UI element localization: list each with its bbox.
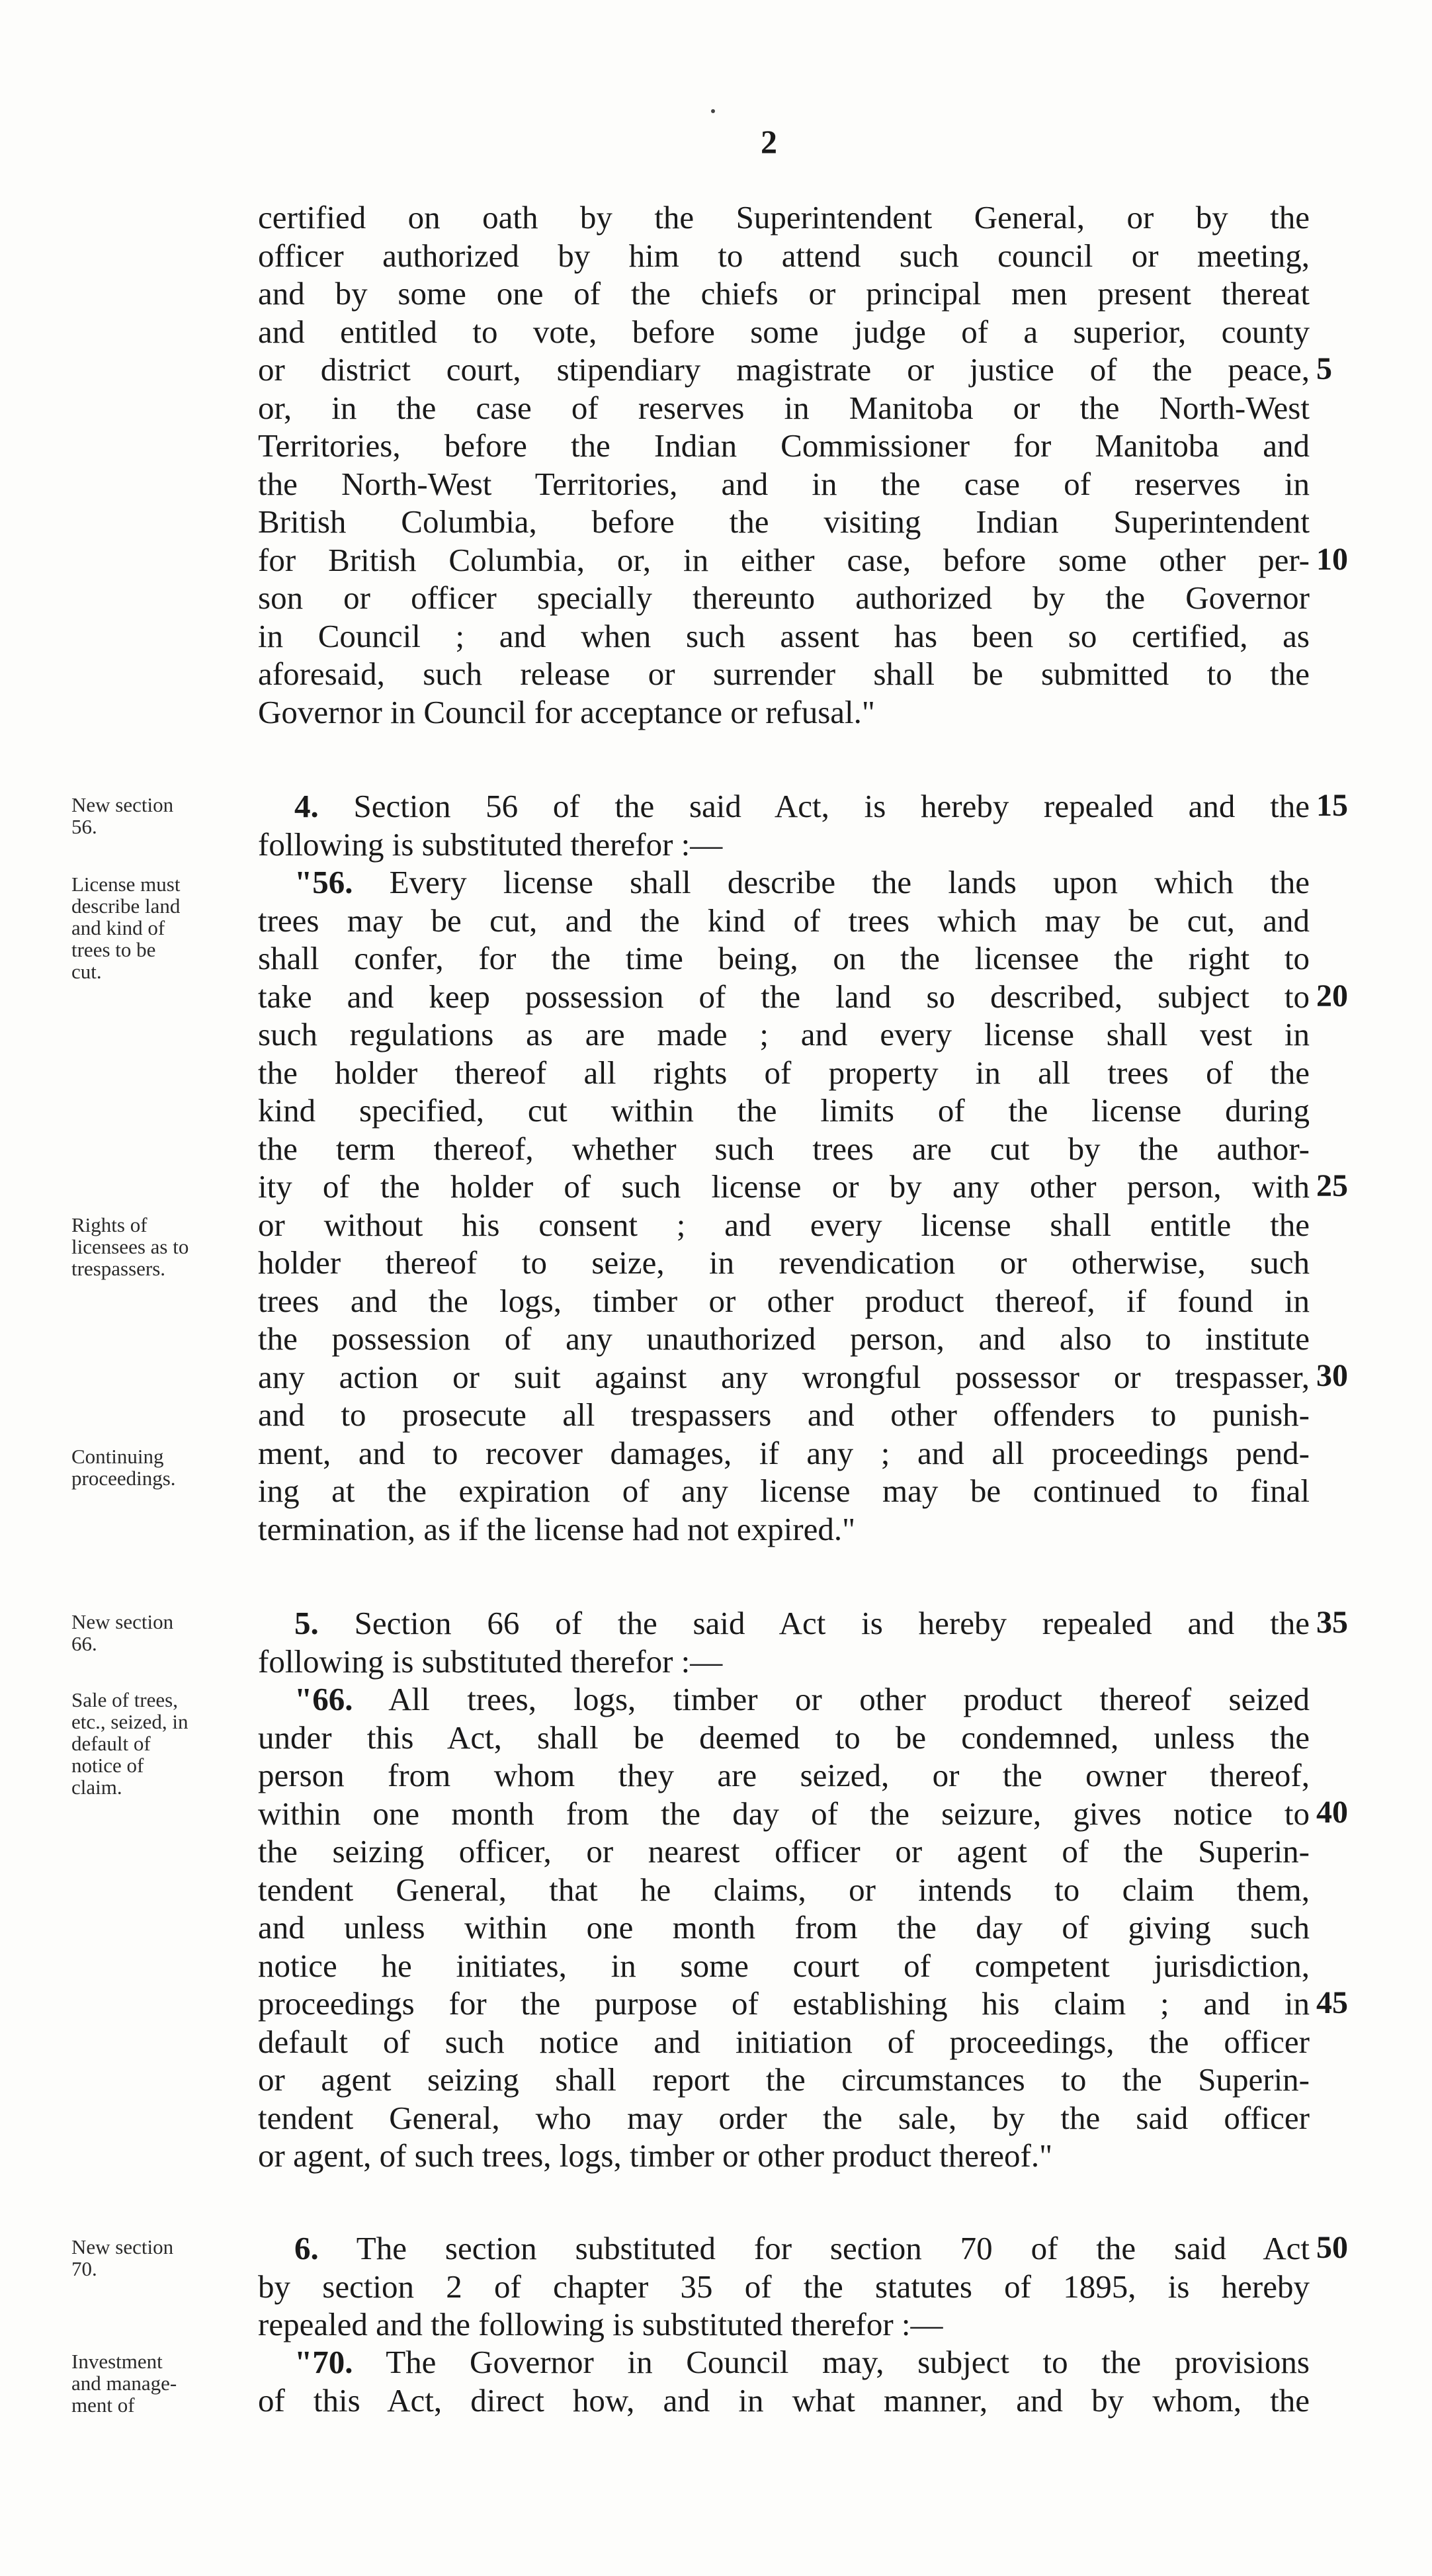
text-line: and unless within one month from the day of giving such	[258, 1909, 1310, 1946]
section-number: 6.	[294, 2230, 319, 2266]
margin-note-line: License must	[71, 873, 181, 896]
margin-note-continuing-proceedings	[71, 1445, 237, 1489]
page-number: 2	[761, 123, 777, 160]
line-number: 45	[1316, 1985, 1348, 2020]
margin-note-line: cut.	[71, 960, 102, 983]
text-line: trees may be cut, and the kind of trees which may be cut, and	[258, 902, 1310, 939]
margin-note-rights-of-licensees	[71, 1214, 237, 1279]
line-number: 50	[1316, 2230, 1348, 2265]
text-line: default of such notice and initiation of proceedings, the officer	[258, 2023, 1310, 2060]
text-line	[258, 863, 1310, 902]
margin-note-line: trespassers.	[71, 1257, 166, 1280]
text-line: person from whom they are seized, or the owner thereof,	[258, 1757, 1310, 1793]
text-line: notice he initiates, in some court of competent jurisdiction,	[258, 1947, 1310, 1984]
text-span: Section 66 of the said Act is hereby repealed and the	[318, 1605, 1310, 1641]
margin-note-license-must	[71, 873, 237, 982]
margin-note-sale-of-trees	[71, 1689, 237, 1798]
text-line: under this Act, shall be deemed to be condemned, unless the	[258, 1719, 1310, 1756]
paragraph-continuation	[258, 198, 1310, 731]
text-line: termination, as if the license had not expired."	[258, 1510, 856, 1547]
text-line	[258, 2343, 1310, 2382]
margin-note-line: notice of	[71, 1754, 144, 1777]
text-line: or agent seizing shall report the circumstances to the Superin-	[258, 2061, 1310, 2098]
text-span: Section 56 of the said Act, is hereby repealed and the	[318, 788, 1310, 824]
margin-note-line: ment of	[71, 2393, 135, 2417]
text-line	[258, 1604, 1310, 1643]
text-line: Governor in Council for acceptance or refusal."	[258, 693, 875, 730]
text-line: the possession of any unauthorized person, and also to institute	[258, 1320, 1310, 1357]
text-line: the holder thereof all rights of property in all trees of the	[258, 1054, 1310, 1091]
text-line: British Columbia, before the visiting Indian Superintendent	[258, 503, 1310, 540]
text-line: kind specified, cut within the limits of the license during	[258, 1092, 1310, 1129]
margin-note-line: 66.	[71, 1632, 97, 1655]
margin-note-new-section-70	[71, 2236, 237, 2280]
margin-note-line: claim.	[71, 1776, 122, 1799]
section-6	[258, 2229, 1310, 2344]
text-line: in Council ; and when such assent has been so certified, as	[258, 617, 1310, 654]
text-span: The section substituted for section 70 of the said Act	[318, 2230, 1310, 2266]
text-line	[258, 787, 1310, 826]
text-line: by section 2 of chapter 35 of the statutes of 1895, is hereby	[258, 2268, 1310, 2305]
section-4	[258, 787, 1310, 863]
margin-note-line: default of	[71, 1732, 151, 1755]
text-line: following is substituted therefor :—	[258, 1643, 723, 1680]
text-line: such regulations as are made ; and every license shall vest in	[258, 1016, 1310, 1052]
margin-note-new-section-66	[71, 1611, 237, 1654]
line-number: 25	[1316, 1168, 1348, 1203]
line-number: 20	[1316, 978, 1348, 1013]
text-line: following is substituted therefor :—	[258, 826, 723, 863]
line-number: 35	[1316, 1605, 1348, 1640]
text-line: officer authorized by him to attend such council or meeting,	[258, 237, 1310, 274]
line-number: 5	[1316, 351, 1332, 386]
text-line: holder thereof to seize, in revendication or otherwise, such	[258, 1244, 1310, 1281]
margin-note-line: 56.	[71, 815, 97, 838]
line-number: 30	[1316, 1358, 1348, 1393]
text-span: Every license shall describe the lands upon which the	[353, 864, 1310, 900]
section-56	[258, 863, 1310, 1548]
section-70	[258, 2343, 1310, 2419]
margin-note-investment	[71, 2350, 237, 2416]
text-line: the seizing officer, or nearest officer or agent of the Superin-	[258, 1833, 1310, 1869]
text-line: or agent, of such trees, logs, timber or other product thereof."	[258, 2137, 1053, 2174]
section-66	[258, 1680, 1310, 2175]
text-line: the North-West Territories, and in the case of reserves in	[258, 465, 1310, 502]
text-line: Territories, before the Indian Commissioner for Manitoba and	[258, 427, 1310, 464]
text-line: and entitled to vote, before some judge of a superior, county	[258, 313, 1310, 350]
text-line: tendent General, who may order the sale, by the said officer	[258, 2099, 1310, 2136]
text-line: any action or suit against any wrongful possessor or trespasser,	[258, 1358, 1310, 1395]
text-line: tendent General, that he claims, or intends to claim them,	[258, 1871, 1310, 1908]
line-number: 15	[1316, 788, 1348, 823]
text-line: and to prosecute all trespassers and other offenders to punish-	[258, 1396, 1310, 1433]
text-line: son or officer specially thereunto authorized by the Governor	[258, 580, 1310, 616]
margin-note-line: licensees as to	[71, 1235, 189, 1258]
margin-note-line: etc., seized, in	[71, 1710, 189, 1733]
text-line: aforesaid, such release or surrender shall be submitted to the	[258, 656, 1310, 692]
margin-note-line: 70.	[71, 2257, 97, 2280]
text-line: or district court, stipendiary magistrate or justice of the peace,	[258, 351, 1310, 388]
text-line: certified on oath by the Superintendent General, or by the	[258, 199, 1310, 236]
text-line	[258, 2229, 1310, 2268]
text-line: proceedings for the purpose of establishing his claim ; and in	[258, 1985, 1310, 2022]
section-number: "66.	[294, 1681, 353, 1717]
text-line: ment, and to recover damages, if any ; and all proceedings pend-	[258, 1434, 1310, 1471]
margin-note-line: proceedings.	[71, 1467, 176, 1490]
line-number: 40	[1316, 1795, 1348, 1830]
margin-note-line: Rights of	[71, 1213, 147, 1236]
text-line: or, in the case of reserves in Manitoba or the North-West	[258, 389, 1310, 426]
section-number: 5.	[294, 1605, 319, 1641]
text-line: repealed and the following is substituted therefor :—	[258, 2306, 943, 2342]
margin-note-line: and manage-	[71, 2372, 177, 2395]
section-number: "70.	[294, 2344, 353, 2380]
margin-note-new-section-56	[71, 794, 237, 837]
text-line: trees and the logs, timber or other product thereof, if found in	[258, 1282, 1310, 1319]
margin-note-line: trees to be	[71, 938, 156, 961]
margin-note-line: Continuing	[71, 1445, 164, 1468]
text-line: for British Columbia, or, in either case, before some other per-	[258, 541, 1310, 578]
text-span: The Governor in Council may, subject to the provisions	[353, 2344, 1310, 2380]
line-number: 10	[1316, 542, 1348, 577]
text-line: take and keep possession of the land so described, subject to	[258, 978, 1310, 1015]
margin-note-line: New section	[71, 1610, 174, 1633]
margin-note-line: describe land	[71, 894, 181, 918]
section-number: 4.	[294, 788, 319, 824]
text-span: All trees, logs, timber or other product thereof seized	[353, 1681, 1310, 1717]
text-line: and by some one of the chiefs or principal men present thereat	[258, 275, 1310, 312]
margin-note-line: Sale of trees,	[71, 1688, 178, 1711]
text-line: ing at the expiration of any license may be continued to final	[258, 1473, 1310, 1509]
text-line: the term thereof, whether such trees are cut by the author-	[258, 1130, 1310, 1167]
text-line: of this Act, direct how, and in what manner, and by whom, the	[258, 2382, 1310, 2419]
margin-note-line: New section	[71, 793, 174, 816]
ink-speck	[711, 109, 715, 113]
text-line: ity of the holder of such license or by any other person, with	[258, 1168, 1310, 1205]
margin-note-line: and kind of	[71, 916, 165, 939]
section-5	[258, 1604, 1310, 1680]
text-line	[258, 1680, 1310, 1719]
text-line: within one month from the day of the seizure, gives notice to	[258, 1795, 1310, 1832]
section-number: "56.	[294, 864, 353, 900]
text-line: shall confer, for the time being, on the licensee the right to	[258, 940, 1310, 976]
margin-note-line: Investment	[71, 2350, 163, 2373]
text-line: or without his consent ; and every license shall entitle the	[258, 1206, 1310, 1243]
margin-note-line: New section	[71, 2235, 174, 2258]
